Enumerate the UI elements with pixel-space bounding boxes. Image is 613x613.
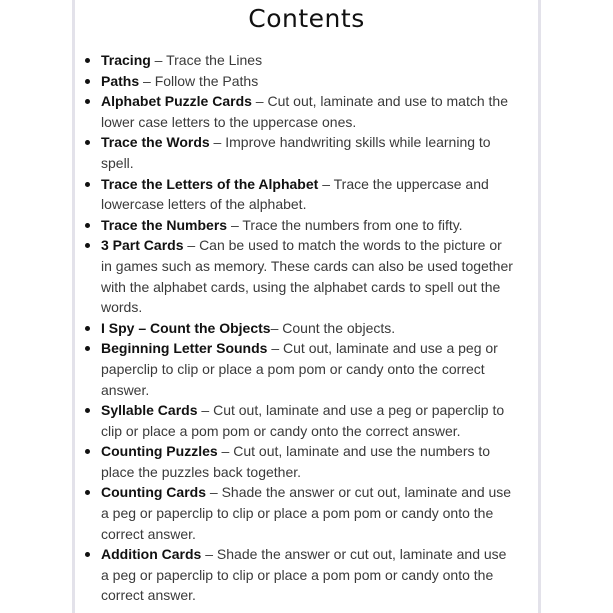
item-separator: – <box>150 52 167 68</box>
item-term: Addition Cards <box>101 546 202 563</box>
bullet-icon <box>85 99 90 104</box>
item-term: Tracing <box>101 52 151 68</box>
item-separator: – <box>270 319 283 336</box>
item-description: Trace the Lines <box>166 52 263 68</box>
contents-list <box>75 50 515 606</box>
item-description: Can be used to match the words to the picture or in games such as memory. These cards can also be used together with the alphabet cards, using the alphabet cards to spell out the words. <box>101 237 513 316</box>
item-term: Alphabet Puzzle Cards <box>101 93 252 110</box>
item-separator: – <box>197 402 214 419</box>
bullet-icon <box>85 346 90 351</box>
item-separator: – <box>201 546 217 563</box>
item-term: 3 Part Cards <box>101 237 184 254</box>
list-item <box>75 441 515 482</box>
item-term: Beginning Letter Sounds <box>101 340 268 357</box>
item-term: Counting Puzzles <box>101 443 218 460</box>
item-term: I Spy – Count the Objects <box>101 319 271 336</box>
list-item <box>75 50 515 71</box>
item-separator: – <box>217 443 234 460</box>
item-separator: – <box>206 484 222 501</box>
item-description: Trace the numbers from one to fifty. <box>242 216 463 233</box>
item-term: Paths <box>101 72 140 89</box>
item-term: Trace the Words <box>101 134 210 151</box>
item-description: Follow the Paths <box>154 72 259 89</box>
item-description: Cut out, laminate and use a peg or paperclip to clip or place a pom pom or candy onto the correct answer. <box>101 340 498 398</box>
list-item <box>75 400 515 441</box>
item-separator: – <box>209 134 226 151</box>
bullet-icon <box>85 79 90 84</box>
item-separator: – <box>183 237 200 254</box>
list-item <box>75 235 515 317</box>
item-term: Trace the Numbers <box>101 216 228 233</box>
bullet-icon <box>85 552 90 557</box>
bullet-icon <box>85 182 90 187</box>
bullet-icon <box>85 408 90 413</box>
bullet-icon <box>85 326 90 331</box>
bullet-icon <box>85 490 90 495</box>
item-separator: – <box>139 72 155 89</box>
list-item <box>75 338 515 400</box>
bullet-icon <box>85 223 90 228</box>
item-description: Trace the uppercase and lowercase letters of the alphabet. <box>101 175 489 213</box>
bullet-icon <box>85 243 90 248</box>
bullet-icon <box>85 449 90 454</box>
item-term: Syllable Cards <box>101 402 198 419</box>
item-description: Improve handwriting skills while learning to spell. <box>101 134 491 171</box>
list-item <box>75 544 515 606</box>
bullet-icon <box>85 58 90 63</box>
bullet-icon <box>85 140 90 145</box>
list-item <box>75 91 515 132</box>
item-description: Shade the answer or cut out, laminate and use a peg or paperclip to clip or place a pom pom or candy onto the correct answer. <box>101 484 512 542</box>
item-description: Cut out, laminate and use the numbers to place the puzzles back together. <box>101 443 491 480</box>
item-separator: – <box>227 216 243 233</box>
document-page <box>72 0 541 613</box>
item-term: Trace the Letters of the Alphabet <box>101 175 319 192</box>
page-title: Contents <box>248 4 365 33</box>
list-item <box>75 482 515 544</box>
list-item <box>75 174 515 215</box>
list-item <box>75 318 515 339</box>
list-item <box>75 71 515 92</box>
item-description: Count the objects. <box>282 319 396 336</box>
item-description: Shade the answer or cut out, laminate and use a peg or paperclip to clip or place a pom pom or candy onto the correct answer. <box>101 546 507 604</box>
item-separator: – <box>318 175 334 192</box>
list-item <box>75 132 515 173</box>
item-separator: – <box>251 93 268 110</box>
item-term: Counting Cards <box>101 484 206 501</box>
item-description: Cut out, laminate and use a peg or paperclip to clip or place a pom pom or candy onto the correct answer. <box>101 402 505 439</box>
list-item <box>75 215 515 236</box>
item-description: Cut out, laminate and use to match the lower case letters to the uppercase ones. <box>101 93 508 130</box>
item-separator: – <box>267 340 284 357</box>
